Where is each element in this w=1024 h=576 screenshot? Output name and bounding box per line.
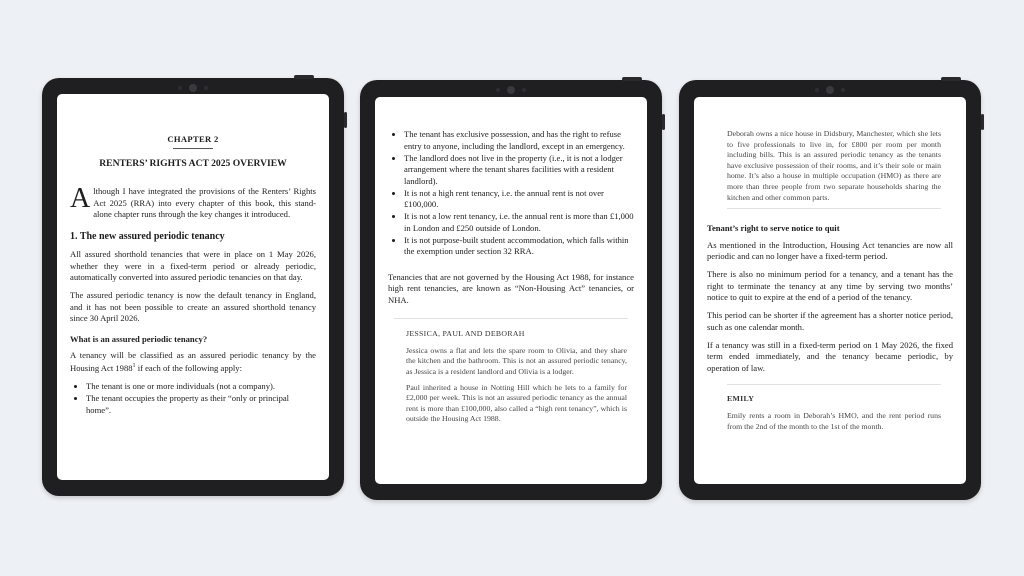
list-item: • It is not a low rent tenancy, i.e. the annual rent is more than £1,000 in London and £250 outside of London. (404, 211, 634, 234)
case-study-title: JESSICA, PAUL AND DEBORAH (406, 329, 525, 339)
camera-icon (189, 84, 197, 92)
section-heading: 1. The new assured periodic tenancy (70, 230, 225, 242)
page-content-3 (707, 129, 953, 437)
bullet-list (388, 129, 634, 258)
list-item: • It is not a high rent tenancy, i.e. the annual rent is not over £100,000. (404, 188, 634, 211)
tablet-device-1 (42, 78, 344, 496)
case-study-divider (727, 384, 941, 385)
paragraph: If a tenancy was still in a fixed-term period on 1 May 2026, the fixed term ended immediately, and the tenancy became periodic, by operation of law. (707, 339, 953, 373)
case-study-paragraph: Paul inherited a house in Notting Hill which he lets to a family for £2,000 per week. This is not an assured periodic tenancy as the annual rent is more than £100,000, also called a “high rent tenancy”, which is outside the Housing Act 1988. (406, 382, 627, 424)
chapter-divider (173, 148, 213, 149)
tablet-screen-1[interactable] (57, 94, 329, 480)
tablet-top-button (294, 75, 314, 79)
list-item: • The tenant is one or more individuals (not a company). (86, 381, 316, 393)
case-study-paragraph: Deborah owns a nice house in Didsbury, Manchester, which she lets to five professionals to live in, for £800 per room per month including bills. This is an assured periodic tenancy as the tenants have exclusive possession of their rooms, and it’s their sole or main home. It’s also a house in multiple occupation (HMO) as there are more than three people from two separate households sharing the kitchen and other common parts. (727, 129, 941, 202)
paragraph: All assured shorthold tenancies that were in place on 1 May 2026, whether they were in a fixed-term period or already periodic, automatically converted into assured periodic tenancies on that day. (70, 249, 316, 283)
intro-text: lthough I have integrated the provisions of the Renters’ Rights Act 2025 (RRA) into every chapter of this book, this stand-alone chapter runs through the key changes it introduced. (93, 186, 316, 220)
paragraph: This period can be shorter if the agreement has a shorter notice period, such as one calendar month. (707, 310, 953, 332)
paragraph: The assured periodic tenancy is now the default tenancy in England, and it has not been possible to create an assured shorthold tenancy since 30 April 2026. (70, 290, 316, 324)
paragraph-text: if each of the following apply: (135, 362, 242, 373)
tablet-screen-2[interactable] (375, 97, 647, 484)
tablet-side-button (344, 112, 347, 128)
case-study-box (707, 394, 953, 432)
section-heading: Tenant’s right to serve notice to quit (707, 223, 840, 234)
camera-icon (507, 86, 515, 94)
bullet-list (70, 381, 316, 417)
paragraph (70, 350, 316, 374)
case-study-box (707, 129, 953, 203)
paragraph: There is also no minimum period for a tenancy, and a tenant has the right to terminate the tenancy at any time by serving two months’ notice to quit to expire at the end of a period of the tenancy. (707, 269, 953, 303)
tablet-device-3 (679, 80, 981, 500)
paragraph-text: A tenancy will be classified as an assured periodic tenancy by the Housing Act 1988 (70, 350, 316, 373)
list-item: • The landlord does not live in the property (i.e., it is not a lodger arrangement where the tenant shares facilities with a resident landlord). (404, 153, 634, 188)
intro-paragraph (70, 183, 316, 221)
case-study-box (388, 329, 634, 425)
page-content-1 (70, 134, 316, 417)
subheading: What is an assured periodic tenancy? (70, 333, 208, 344)
footnote-link[interactable]: 1 (132, 362, 136, 369)
page-content-2 (388, 129, 634, 430)
paragraph: As mentioned in the Introduction, Housing Act tenancies are now all periodic and can no longer have a fixed-term period. (707, 239, 953, 262)
case-study-paragraph: Emily rents a room in Deborah’s HMO, and the rent period runs from the 2nd of the month to the 1st of the month. (727, 410, 941, 431)
list-item: • The tenant occupies the property as their “only or principal home”. (86, 393, 316, 416)
tablet-side-button (981, 114, 984, 130)
drop-cap: A (70, 183, 91, 215)
chapter-label: CHAPTER 2 (167, 134, 219, 144)
case-study-divider (394, 318, 628, 319)
case-study-paragraph: Jessica owns a flat and lets the spare room to Olivia, and they share the kitchen and the bathroom. This is not an assured periodic tenancy, as Jessica is a resident landlord and Olivia is a lodger. (406, 345, 627, 376)
tablet-top-button (941, 77, 961, 81)
list-item: • It is not purpose-built student accommodation, which falls within the exemption under section 32 RRA. (404, 235, 634, 258)
tablet-side-button (662, 114, 665, 130)
tablet-top-button (622, 77, 642, 81)
camera-icon (826, 86, 834, 94)
chapter-title: RENTERS’ RIGHTS ACT 2025 OVERVIEW (99, 157, 287, 169)
tablet-screen-3[interactable] (694, 97, 966, 484)
tablet-device-2 (360, 80, 662, 500)
list-item: • The tenant has exclusive possession, and has the right to refuse entry to anyone, including the landlord, except in an emergency. (404, 129, 634, 152)
case-study-divider (727, 208, 941, 209)
paragraph: Tenancies that are not governed by the Housing Act 1988, for instance high rent tenancies, are known as “Non-Housing Act” tenancies, or NHA. (388, 271, 634, 305)
case-study-title: EMILY (727, 394, 755, 404)
